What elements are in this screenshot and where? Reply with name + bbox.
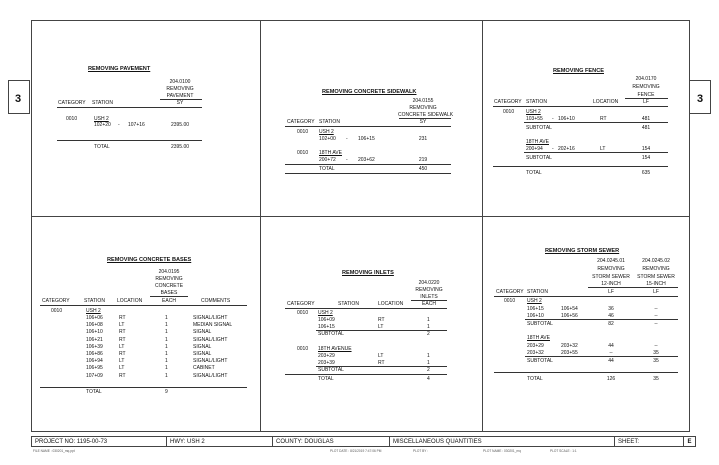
quantity: 1	[165, 329, 168, 336]
left-sheet-tab: 3	[15, 93, 22, 105]
item-desc: REMOVING	[632, 84, 660, 90]
station: 107+16	[128, 122, 145, 128]
quantity: 1	[427, 317, 430, 323]
item-desc: REMOVING	[415, 287, 443, 293]
sheet-description: MISCELLANEOUS QUANTITIES	[390, 437, 615, 446]
col-header: STATION	[84, 298, 105, 304]
quantity: 2395.00	[170, 122, 190, 128]
col-header: CATEGORY	[287, 301, 315, 307]
col-header: SY	[419, 119, 427, 125]
quantity: 481	[641, 116, 651, 122]
total-label: TOTAL	[319, 166, 335, 172]
table-title: REMOVING INLETS	[342, 270, 394, 276]
station: 106+54	[561, 306, 578, 312]
col-header: STATION	[527, 289, 548, 295]
subtotal-label: SUBTOTAL	[318, 331, 344, 337]
col-header: LOCATION	[593, 99, 619, 105]
station: 106+10	[527, 313, 544, 319]
quantity: 1	[165, 322, 168, 329]
quantity: 1	[165, 358, 168, 365]
plot-by: PLOT BY :	[413, 449, 429, 453]
category-code: 0010	[66, 116, 78, 122]
subtotal-value: 35	[653, 358, 659, 364]
location: LT	[378, 353, 384, 359]
station: 106+15	[318, 324, 335, 330]
dash: -	[346, 157, 348, 163]
station: 203+39	[318, 360, 335, 366]
quantity: --	[654, 313, 658, 319]
comment: SIGNAL/LIGHT	[193, 336, 228, 343]
road-name: 18TH AVE	[526, 139, 549, 145]
location: LT	[119, 343, 125, 350]
comment: SIGNAL	[193, 351, 212, 357]
plot-date: PLOT DATE : 8/21/2019 7:47:06 PM	[330, 449, 382, 453]
subtotal-label: SUBTOTAL	[526, 125, 552, 131]
quantity: 231	[418, 136, 428, 142]
col-header: LOCATION	[378, 301, 404, 307]
station: 106+10	[558, 116, 575, 122]
dash: -	[552, 146, 554, 152]
dash: -	[552, 116, 554, 122]
total-value: 635	[641, 170, 651, 176]
quantity: 35	[653, 350, 659, 356]
col-header: LOCATION	[117, 298, 143, 304]
total-value: 2395.00	[170, 144, 190, 150]
station: 106+95	[86, 365, 103, 372]
quantity: 1	[165, 336, 168, 343]
quantity: 1	[165, 372, 168, 379]
comment: SIGNAL	[193, 329, 212, 336]
location: RT	[119, 336, 126, 343]
comment: SIGNAL/LIGHT	[193, 358, 228, 365]
road-name: 18TH AVE	[527, 335, 550, 341]
quantity: 154	[641, 146, 651, 152]
location: LT	[119, 365, 125, 372]
item-desc: CONCRETE SIDEWALK	[398, 112, 454, 118]
category-code: 0010	[51, 308, 63, 314]
road-name: USH 2	[94, 116, 109, 122]
total-label: TOTAL	[318, 376, 334, 382]
quantity: 1	[427, 360, 430, 366]
quantity: 46	[608, 313, 614, 319]
table-title: REMOVING FENCE	[553, 68, 604, 74]
table-title: REMOVING CONCRETE BASES	[107, 257, 192, 263]
quantity: 1	[427, 324, 430, 330]
item-desc: CONCRETE	[154, 283, 184, 289]
plot-name: PLOT NAME : 030201_mq	[483, 449, 521, 453]
station: 203+32	[561, 343, 578, 349]
col-header: CATEGORY	[42, 298, 70, 304]
station: 106+94	[86, 358, 103, 365]
location: RT	[378, 317, 385, 323]
col-header: COMMENTS	[201, 298, 231, 304]
highway: HWY: USH 2	[167, 437, 273, 446]
quantity: 1	[165, 343, 168, 350]
station: 102+20	[94, 122, 111, 128]
col-header: CATEGORY	[58, 100, 86, 106]
item-desc: REMOVING	[409, 105, 437, 111]
location: RT	[119, 329, 126, 336]
station: 107+09	[86, 372, 103, 379]
station: 106+06	[86, 315, 103, 321]
comment: MEDIAN SIGNAL	[193, 322, 233, 329]
item-desc: PAVEMENT	[166, 93, 194, 99]
category-code: 0010	[504, 298, 516, 304]
item-number: 204.0195	[158, 269, 180, 275]
item-desc: BASES	[160, 290, 178, 296]
station: 106+21	[86, 336, 103, 343]
quantity: 36	[608, 306, 614, 312]
road-name: USH 2	[318, 310, 333, 316]
road-name: 18TH AVENUE	[318, 346, 352, 352]
station: 203+29	[527, 343, 544, 349]
quantity: 1	[165, 365, 168, 372]
station: 106+08	[86, 322, 103, 329]
table-title: REMOVING PAVEMENT	[88, 66, 151, 72]
road-name: 18TH AVE	[319, 150, 342, 156]
col-header: CATEGORY	[496, 289, 524, 295]
location: RT	[600, 116, 607, 122]
station: 202+16	[558, 146, 575, 152]
location: RT	[119, 351, 126, 357]
col-header: STATION	[92, 100, 113, 106]
item-desc: STORM SEWER	[592, 274, 630, 280]
item-number: 204.0245.01	[597, 258, 625, 264]
comment: SIGNAL/LIGHT	[193, 372, 228, 379]
location: RT	[119, 315, 126, 321]
divider-v1	[260, 21, 261, 431]
item-desc: REMOVING	[642, 266, 670, 272]
right-sheet-tab: 3	[697, 93, 704, 105]
road-name: USH 2	[319, 129, 334, 135]
item-number: 204.0245.02	[642, 258, 670, 264]
col-header: STATION	[338, 301, 359, 307]
comment: CABINET	[193, 365, 215, 372]
title-block	[31, 436, 696, 447]
subtotal-value: 44	[608, 358, 614, 364]
station: 106+39	[86, 343, 103, 350]
item-desc: INLETS	[420, 294, 438, 300]
dash: -	[118, 122, 120, 128]
item-desc: STORM SEWER	[637, 274, 675, 280]
quantities-sheet	[31, 20, 690, 432]
plot-scale: PLOT SCALE : 1:1	[550, 449, 577, 453]
col-header: CATEGORY	[287, 119, 315, 125]
total-label: TOTAL	[86, 389, 102, 395]
quantity: 219	[418, 157, 428, 163]
total-value: 450	[418, 166, 428, 172]
subtotal-value: 154	[641, 155, 651, 161]
table-title: REMOVING CONCRETE SIDEWALK	[322, 89, 417, 95]
station: 106+09	[318, 317, 335, 323]
total-label: TOTAL	[527, 376, 543, 382]
subtotal-label: SUBTOTAL	[527, 358, 553, 364]
subtotal-value: 481	[641, 125, 651, 131]
subtotal-value: 2	[427, 331, 430, 337]
divider-v2	[482, 21, 483, 431]
col-header: LF	[653, 289, 659, 295]
station: 203+62	[358, 157, 375, 163]
item-desc: REMOVING	[166, 86, 194, 92]
county: COUNTY: DOUGLAS	[273, 437, 390, 446]
location: LT	[119, 322, 125, 329]
quantity: 44	[608, 343, 614, 349]
total-value: 126	[606, 376, 616, 382]
col-header: LF	[608, 289, 614, 295]
category-code: 0010	[297, 150, 309, 156]
location: LT	[600, 146, 606, 152]
station: 203+55	[561, 350, 578, 356]
quantity: 1	[165, 351, 168, 357]
quantity: --	[654, 343, 658, 349]
road-name: USH 2	[526, 109, 541, 115]
item-number: 204.0155	[412, 98, 434, 104]
quantity: 1	[165, 315, 168, 321]
category-code: 0010	[297, 346, 309, 352]
road-name: USH 2	[86, 308, 101, 314]
location: LT	[119, 358, 125, 365]
category-code: 0010	[297, 129, 309, 135]
item-number: 204.0170	[635, 76, 657, 82]
station: 203+29	[318, 353, 335, 359]
subtotal-value: 2	[427, 367, 430, 373]
location: RT	[119, 372, 126, 379]
sheet-letter: E	[683, 436, 696, 447]
item-desc: REMOVING	[155, 276, 183, 282]
category-code: 0010	[297, 310, 309, 316]
subtotal-value: --	[654, 321, 658, 327]
comment: SIGNAL/LIGHT	[193, 315, 228, 321]
file-name: FILE NAME : 030201_mq.ppt	[33, 449, 75, 453]
table-title: REMOVING STORM SEWER	[545, 248, 620, 254]
quantity: --	[654, 306, 658, 312]
station: 200+72	[319, 157, 336, 163]
total-value: 9	[165, 389, 168, 395]
station: 103+55	[526, 116, 543, 122]
road-name: USH 2	[527, 298, 542, 304]
item-number: 204.0100	[169, 79, 191, 85]
station: 200+94	[526, 146, 543, 152]
col-header: SY	[176, 100, 184, 106]
station: 106+86	[86, 351, 103, 357]
divider-h	[32, 216, 689, 217]
station: 106+56	[561, 313, 578, 319]
quantity: 1	[427, 353, 430, 359]
project-number: PROJECT NO: 1195-00-73	[32, 437, 167, 446]
col-header: CATEGORY	[494, 99, 522, 105]
station: 106+15	[358, 136, 375, 142]
col-header: STATION	[319, 119, 340, 125]
location: RT	[378, 360, 385, 366]
col-header: EACH	[422, 301, 436, 307]
subtotal-label: SUBTOTAL	[318, 367, 344, 373]
subtotal-value: 82	[608, 321, 614, 327]
category-code: 0010	[503, 109, 515, 115]
location: LT	[378, 324, 384, 330]
item-number: 204.0220	[418, 280, 440, 286]
quantity: --	[609, 350, 613, 356]
total-value: 35	[653, 376, 659, 382]
station: 102+00	[319, 136, 336, 142]
station: 106+10	[86, 329, 103, 336]
total-label: TOTAL	[526, 170, 542, 176]
item-desc: 15-INCH	[646, 281, 666, 287]
item-desc: 12-INCH	[601, 281, 621, 287]
comment: SIGNAL	[193, 343, 212, 350]
station: 203+32	[527, 350, 544, 356]
total-value: 4	[427, 376, 430, 382]
subtotal-label: SUBTOTAL	[527, 321, 553, 327]
item-desc: FENCE	[637, 92, 655, 98]
col-header: LF	[643, 99, 649, 105]
col-header: STATION	[526, 99, 547, 105]
col-header: EACH	[162, 298, 176, 304]
item-desc: REMOVING	[597, 266, 625, 272]
dash: -	[346, 136, 348, 142]
subtotal-label: SUBTOTAL	[526, 155, 552, 161]
total-label: TOTAL	[94, 144, 110, 150]
sheet-number: SHEET:	[618, 439, 640, 445]
station: 106+15	[527, 306, 544, 312]
